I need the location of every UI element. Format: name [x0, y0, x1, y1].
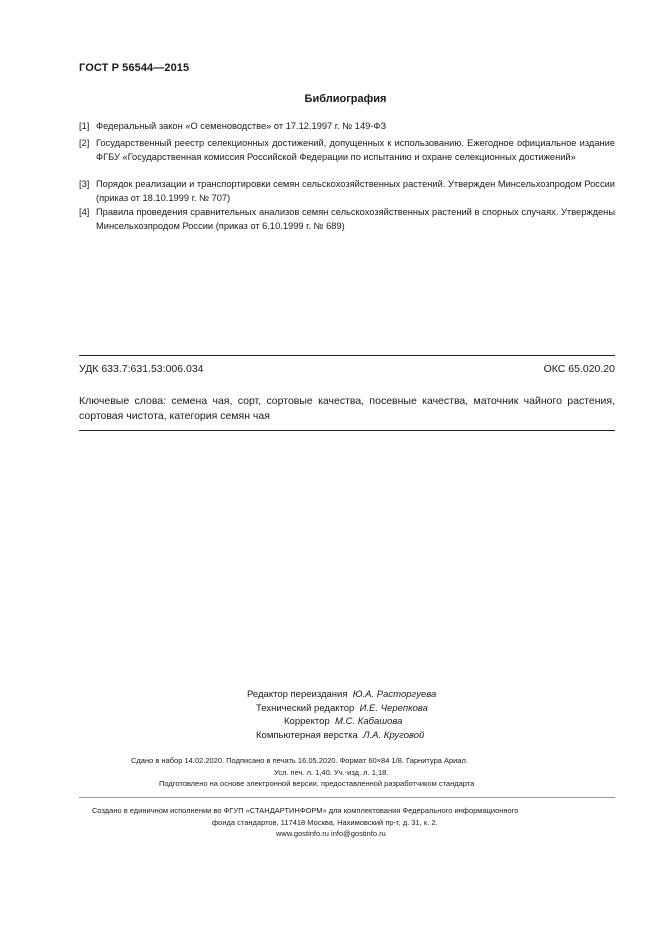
credit-role: Технический редактор: [256, 702, 355, 714]
bibliography-item: [79, 120, 615, 134]
keywords: Ключевые слова: семена чая, сорт, сортовые качества, посевные качества, маточник чайного растения, сортовая чистота, категория семян чая: [79, 395, 615, 422]
credit-corrector: [284, 715, 402, 729]
publisher-contacts: www.gostinfo.ru info@gostinfo.ru: [276, 829, 386, 838]
divider: [79, 355, 615, 356]
credit-layout: [256, 729, 424, 743]
imprint-source: Подготовлено на основе электронной версии, предоставленной разработчиком стандарта: [159, 779, 475, 788]
credit-role: Корректор: [284, 716, 330, 727]
bibliography-item: [79, 178, 615, 205]
standard-number: ГОСТ Р 56544—2015: [79, 62, 190, 74]
bibliography-item-number: [2]: [79, 138, 90, 148]
bibliography-item-text: Порядок реализации и транспортировки семян сельскохозяйственных растений. Утвержден Минсельхозпродом России (приказ от 18.10.1999 г. № 707): [96, 179, 615, 203]
publisher-address: фонда стандартов, 117418 Москва, Нахимовский пр-т, д. 31, к. 2.: [212, 818, 438, 827]
credit-name: Ю.А. Расторгуева: [352, 689, 437, 700]
bibliography-item-number: [4]: [79, 207, 90, 217]
credit-role: Редактор переиздания: [247, 689, 348, 700]
credit-name: Л.А. Круговой: [363, 729, 425, 741]
publisher-line: Создано в единичном исполнении во ФГУП «СТАНДАРТИНФОРМ» для комплектования Федерального информационного: [92, 806, 519, 815]
bibliography-item-number: [1]: [79, 121, 90, 131]
bibliography-item: [79, 137, 615, 164]
bibliography-title: [0, 93, 661, 105]
bibliography-item-text: Государственный реестр селекционных достижений, допущенных к использованию. Ежегодное официальное издание ФГБУ «Государственная комиссия Российской Федерации по испытанию и охране селекционных достижений»: [96, 138, 615, 162]
bibliography-item-text: Федеральный закон «О семеноводстве» от 17.12.1997 г. № 149-ФЗ: [96, 121, 387, 131]
bibliography-title-text: Библиография: [304, 93, 387, 105]
bibliography-item-number: [3]: [79, 179, 90, 189]
credit-editor: [247, 688, 436, 702]
bibliography-item-text: Правила проведения сравнительных анализов семян сельскохозяйственных растений в спорных случаях. Утверждены Минсельхозпродом России (приказ от 6.10.1999 г. № 689): [96, 207, 615, 231]
divider: [79, 430, 615, 431]
credit-name: И.Е. Черепкова: [359, 702, 428, 714]
imprint-print-info: Сдано в набор 14.02.2020. Подписано в печать 16.05.2020. Формат 60×84 1/8. Гарнитура Ариал.: [131, 756, 468, 765]
credit-name: М.С. Кабашова: [335, 716, 403, 727]
imprint-sheets: Усл. печ. л. 1,40. Уч.-изд. л. 1,18.: [274, 768, 389, 777]
bibliography-item: [79, 206, 615, 233]
divider: [79, 797, 615, 798]
credit-role: Компьютерная верстка: [256, 729, 358, 741]
udk-code: УДК 633.7:631.53:006.034: [79, 363, 204, 375]
oks-code: ОКС 65.020.20: [543, 363, 615, 375]
credit-tech-editor: [256, 702, 428, 716]
